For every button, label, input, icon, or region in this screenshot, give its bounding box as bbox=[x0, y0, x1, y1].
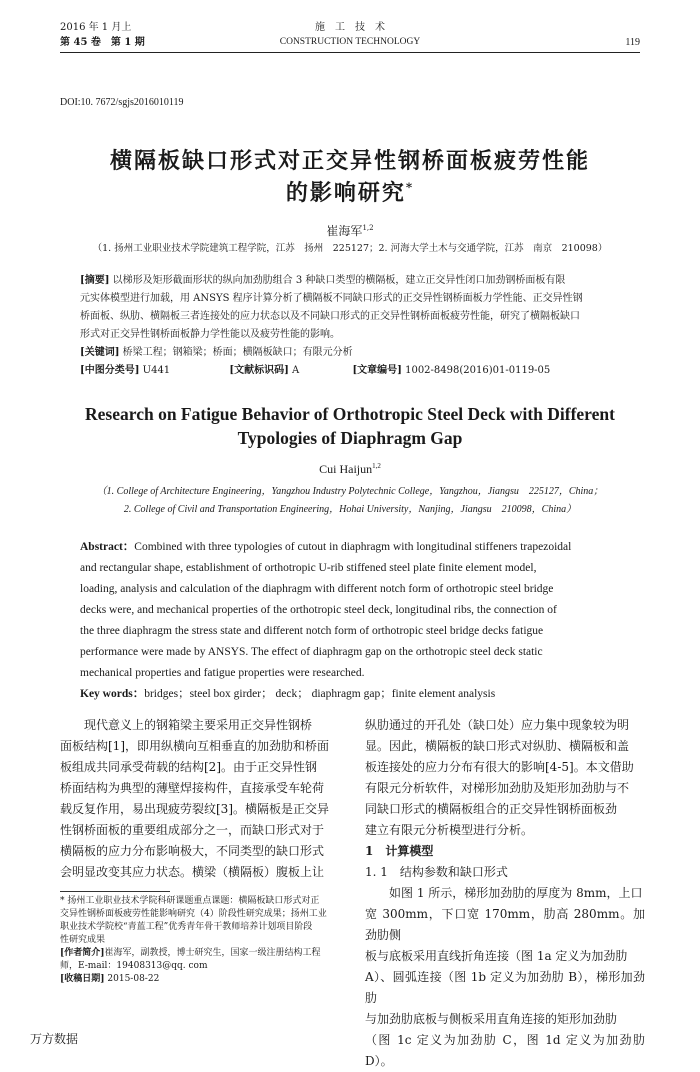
body-line: 板组成共同承受荷载的结构[2]。由于正交异性钢 bbox=[60, 760, 317, 774]
abstract-en bbox=[80, 537, 640, 705]
fund-line: 交异性钢桥面板疲劳性能影响研究（4）阶段性研究成果；扬州工业 bbox=[60, 909, 327, 919]
abstract-en-line: performance were made by ANSYS. The effect of diaphragm gap on the orthotropic steel deck static bbox=[80, 646, 543, 658]
body-line: 板与底板采用直线折角连接（图 1a 定义为加劲肋 bbox=[365, 949, 628, 963]
volume-issue: 第 45 卷 第 1 期 bbox=[60, 37, 145, 48]
affiliation-en-line1: （1. College of Architecture Engineering，Yangzhou Industry Polytechnic College，Yangzhou，Jiangsu 225127，China； bbox=[96, 486, 604, 497]
author-bio: 崔海军，副教授，博士研究生，国家一级注册结构工程 bbox=[104, 948, 321, 958]
body-line: 宽 300mm，下口宽 170mm，肋高 280mm。加劲肋侧 bbox=[365, 907, 645, 942]
footnotes bbox=[60, 895, 346, 986]
section-heading-1-1: 1. 1 结构参数和缺口形式 bbox=[365, 865, 508, 879]
clc-value: U441 bbox=[142, 365, 171, 376]
classification-row bbox=[80, 362, 640, 380]
doc-code-label: [文献标识码] bbox=[229, 365, 289, 376]
abstract-cn-line: 桥面板、纵肋、横隔板三者连接处的应力状态以及不同缺口形式的正交异性钢桥面板疲劳性能，研究了横隔板缺口 bbox=[80, 311, 580, 322]
author-en bbox=[0, 462, 700, 477]
author-bio-label: [作者简介] bbox=[60, 948, 105, 958]
clc-label: [中图分类号] bbox=[80, 365, 140, 376]
author-cn-sup: 1,2 bbox=[362, 224, 374, 232]
header-rule bbox=[60, 52, 640, 53]
author-cn bbox=[0, 222, 700, 239]
affiliation-en-line2: 2. College of Civil and Transportation Engineering，Hohai University，Nanjing，Jiangsu 210098，China） bbox=[123, 504, 577, 515]
fund-line: 职业技术学院校“青蓝工程”优秀青年骨干教师培养计划项目阶段 bbox=[60, 922, 313, 932]
doc-code-value: A bbox=[292, 365, 300, 376]
author-cn-name: 崔海军 bbox=[326, 224, 363, 238]
journal-title-en: CONSTRUCTION TECHNOLOGY bbox=[279, 37, 421, 47]
title-footnote-mark: * bbox=[405, 180, 415, 195]
body-line: 桥面结构为典型的薄壁焊接构件，直接承受车轮荷 bbox=[60, 781, 325, 795]
title-cn-line2 bbox=[30, 176, 670, 207]
abstract-en-line: decks were, and mechanical properties of the orthotropic steel deck, longitudinal ribs, the connection of bbox=[80, 604, 557, 616]
body-line: 面板结构[1]，即用纵横向互相垂直的加劲肋和桥面 bbox=[60, 739, 329, 753]
received-date-label: [收稿日期] bbox=[60, 974, 105, 984]
body-line: A）、圆弧连接（图 1b 定义为加劲肋 B），梯形加劲肋 bbox=[365, 970, 645, 1005]
affiliation-cn: （1. 扬州工业职业技术学院建筑工程学院，江苏 扬州 225127；2. 河海大学土木与交通学院，江苏 南京 210098） bbox=[92, 243, 608, 254]
body-line: 同缺口形式的横隔板组合的正交异性钢桥面板劲 bbox=[365, 802, 618, 816]
body-line: 与加劲肋底板与侧板采用直角连接的矩形加劲肋 bbox=[365, 1012, 618, 1026]
page-number: 119 bbox=[625, 37, 640, 48]
title-cn-line1: 横隔板缺口形式对正交异性钢桥面板疲劳性能 bbox=[109, 148, 590, 174]
journal-title-cn: 施 工 技 术 bbox=[315, 22, 385, 33]
author-en-name: Cui Haijun bbox=[319, 462, 373, 476]
body-line: 横隔板的应力分布影响极大，不同类型的缺口形式 bbox=[60, 844, 325, 858]
issue-date: 2016 年 1 月上 bbox=[60, 22, 132, 33]
received-date: 2015-08-22 bbox=[107, 974, 160, 984]
author-bio: 师，E-mail：19408313@qq. com bbox=[60, 961, 208, 971]
abstract-cn-line: 形式对正交异性钢桥面板静力学性能以及疲劳性能的影响。 bbox=[80, 329, 340, 340]
abstract-cn bbox=[80, 272, 625, 362]
title-cn-line2-text: 的影响研究 bbox=[285, 180, 406, 206]
abstract-cn-line: 元实体模型进行加载，用 ANSYS 程序计算分析了横隔板不同缺口形式的正交异性钢桥面板力学性能、正交异性钢 bbox=[80, 293, 583, 304]
abstract-en-line: loading, analysis and calculation of the diaphragm with different notch form of orthotropic steel bridge bbox=[80, 583, 554, 595]
article-number-label: [文章编号] bbox=[352, 365, 402, 376]
section-heading-1: 1 计算模型 bbox=[365, 844, 434, 858]
article-number-value: 1002-8498(2016)01-0119-05 bbox=[405, 365, 551, 376]
abstract-en-label: Abstract： bbox=[80, 541, 135, 553]
keywords-en: bridges；steel box girder； deck； diaphragm gap；finite element analysis bbox=[144, 688, 496, 700]
body-line: 建立有限元分析模型进行分析。 bbox=[365, 823, 534, 837]
abstract-cn-label: [摘要] bbox=[80, 275, 110, 286]
right-column-body bbox=[365, 715, 645, 1072]
keywords-cn: 桥梁工程；钢箱梁；桥面；横隔板缺口；有限元分析 bbox=[122, 347, 353, 358]
body-line: 有限元分析软件，对梯形加劲肋及矩形加劲肋与不 bbox=[365, 781, 630, 795]
watermark: 万方数据 bbox=[30, 1032, 79, 1046]
body-line: 显。因此，横隔板的缺口形式对纵肋、横隔板和盖 bbox=[365, 739, 630, 753]
keywords-cn-label: [关键词] bbox=[80, 347, 120, 358]
body-line: 板连接处的应力分布有很大的影响[4-5]。本文借助 bbox=[365, 760, 634, 774]
abstract-en-line: the three diaphragm the stress state and different notch form of orthotropic steel bridge decks fatigue bbox=[80, 625, 544, 637]
title-en-line1: Research on Fatigue Behavior of Orthotropic Steel Deck with Different bbox=[85, 404, 615, 424]
keywords-en-label: Key words： bbox=[80, 688, 145, 700]
body-line: 性钢桥面板的重要组成部分之一，而缺口形式对于 bbox=[60, 823, 325, 837]
author-en-sup: 1,2 bbox=[372, 462, 381, 470]
footnote-rule bbox=[60, 891, 170, 892]
body-line: 纵肋通过的开孔处（缺口处）应力集中现象较为明 bbox=[365, 718, 630, 732]
abstract-en-line: and rectangular shape, establishment of orthotropic U-rib stiffened steel plate finite element model, bbox=[80, 562, 537, 574]
body-line: 载反复作用，易出现疲劳裂纹[3]。横隔板是正交异 bbox=[60, 802, 329, 816]
affiliation-en bbox=[40, 483, 660, 519]
body-line: 现代意义上的钢箱梁主要采用正交异性钢桥 bbox=[84, 718, 313, 732]
left-column-body bbox=[60, 715, 346, 883]
title-en-line2: Typologies of Diaphragm Gap bbox=[237, 428, 463, 448]
fund-line: 性研究成果 bbox=[60, 935, 106, 945]
body-line: 会明显改变其应力状态。横梁（横隔板）腹板上让 bbox=[60, 865, 325, 879]
body-line: （图 1c 定义为加劲肋 C，图 1d 定义为加劲肋 D）。 bbox=[365, 1033, 645, 1068]
abstract-cn-line: 以梯形及矩形截面形状的纵向加劲肋组合 3 种缺口类型的横隔板，建立正交异性闭口加劲钢桥面板有限 bbox=[112, 275, 566, 286]
doi: DOI:10. 7672/sgjs2016010119 bbox=[60, 97, 184, 108]
abstract-en-line: Combined with three typologies of cutout in diaphragm with longitudinal stiffeners trapezoidal bbox=[134, 541, 572, 553]
body-line: 如图 1 所示，梯形加劲肋的厚度为 8mm，上口 bbox=[389, 886, 643, 900]
abstract-en-line: mechanical properties and fatigue properties were researched. bbox=[80, 667, 365, 679]
fund-line: * 扬州工业职业技术学院科研课题重点课题：横隔板缺口形式对正 bbox=[60, 896, 320, 906]
